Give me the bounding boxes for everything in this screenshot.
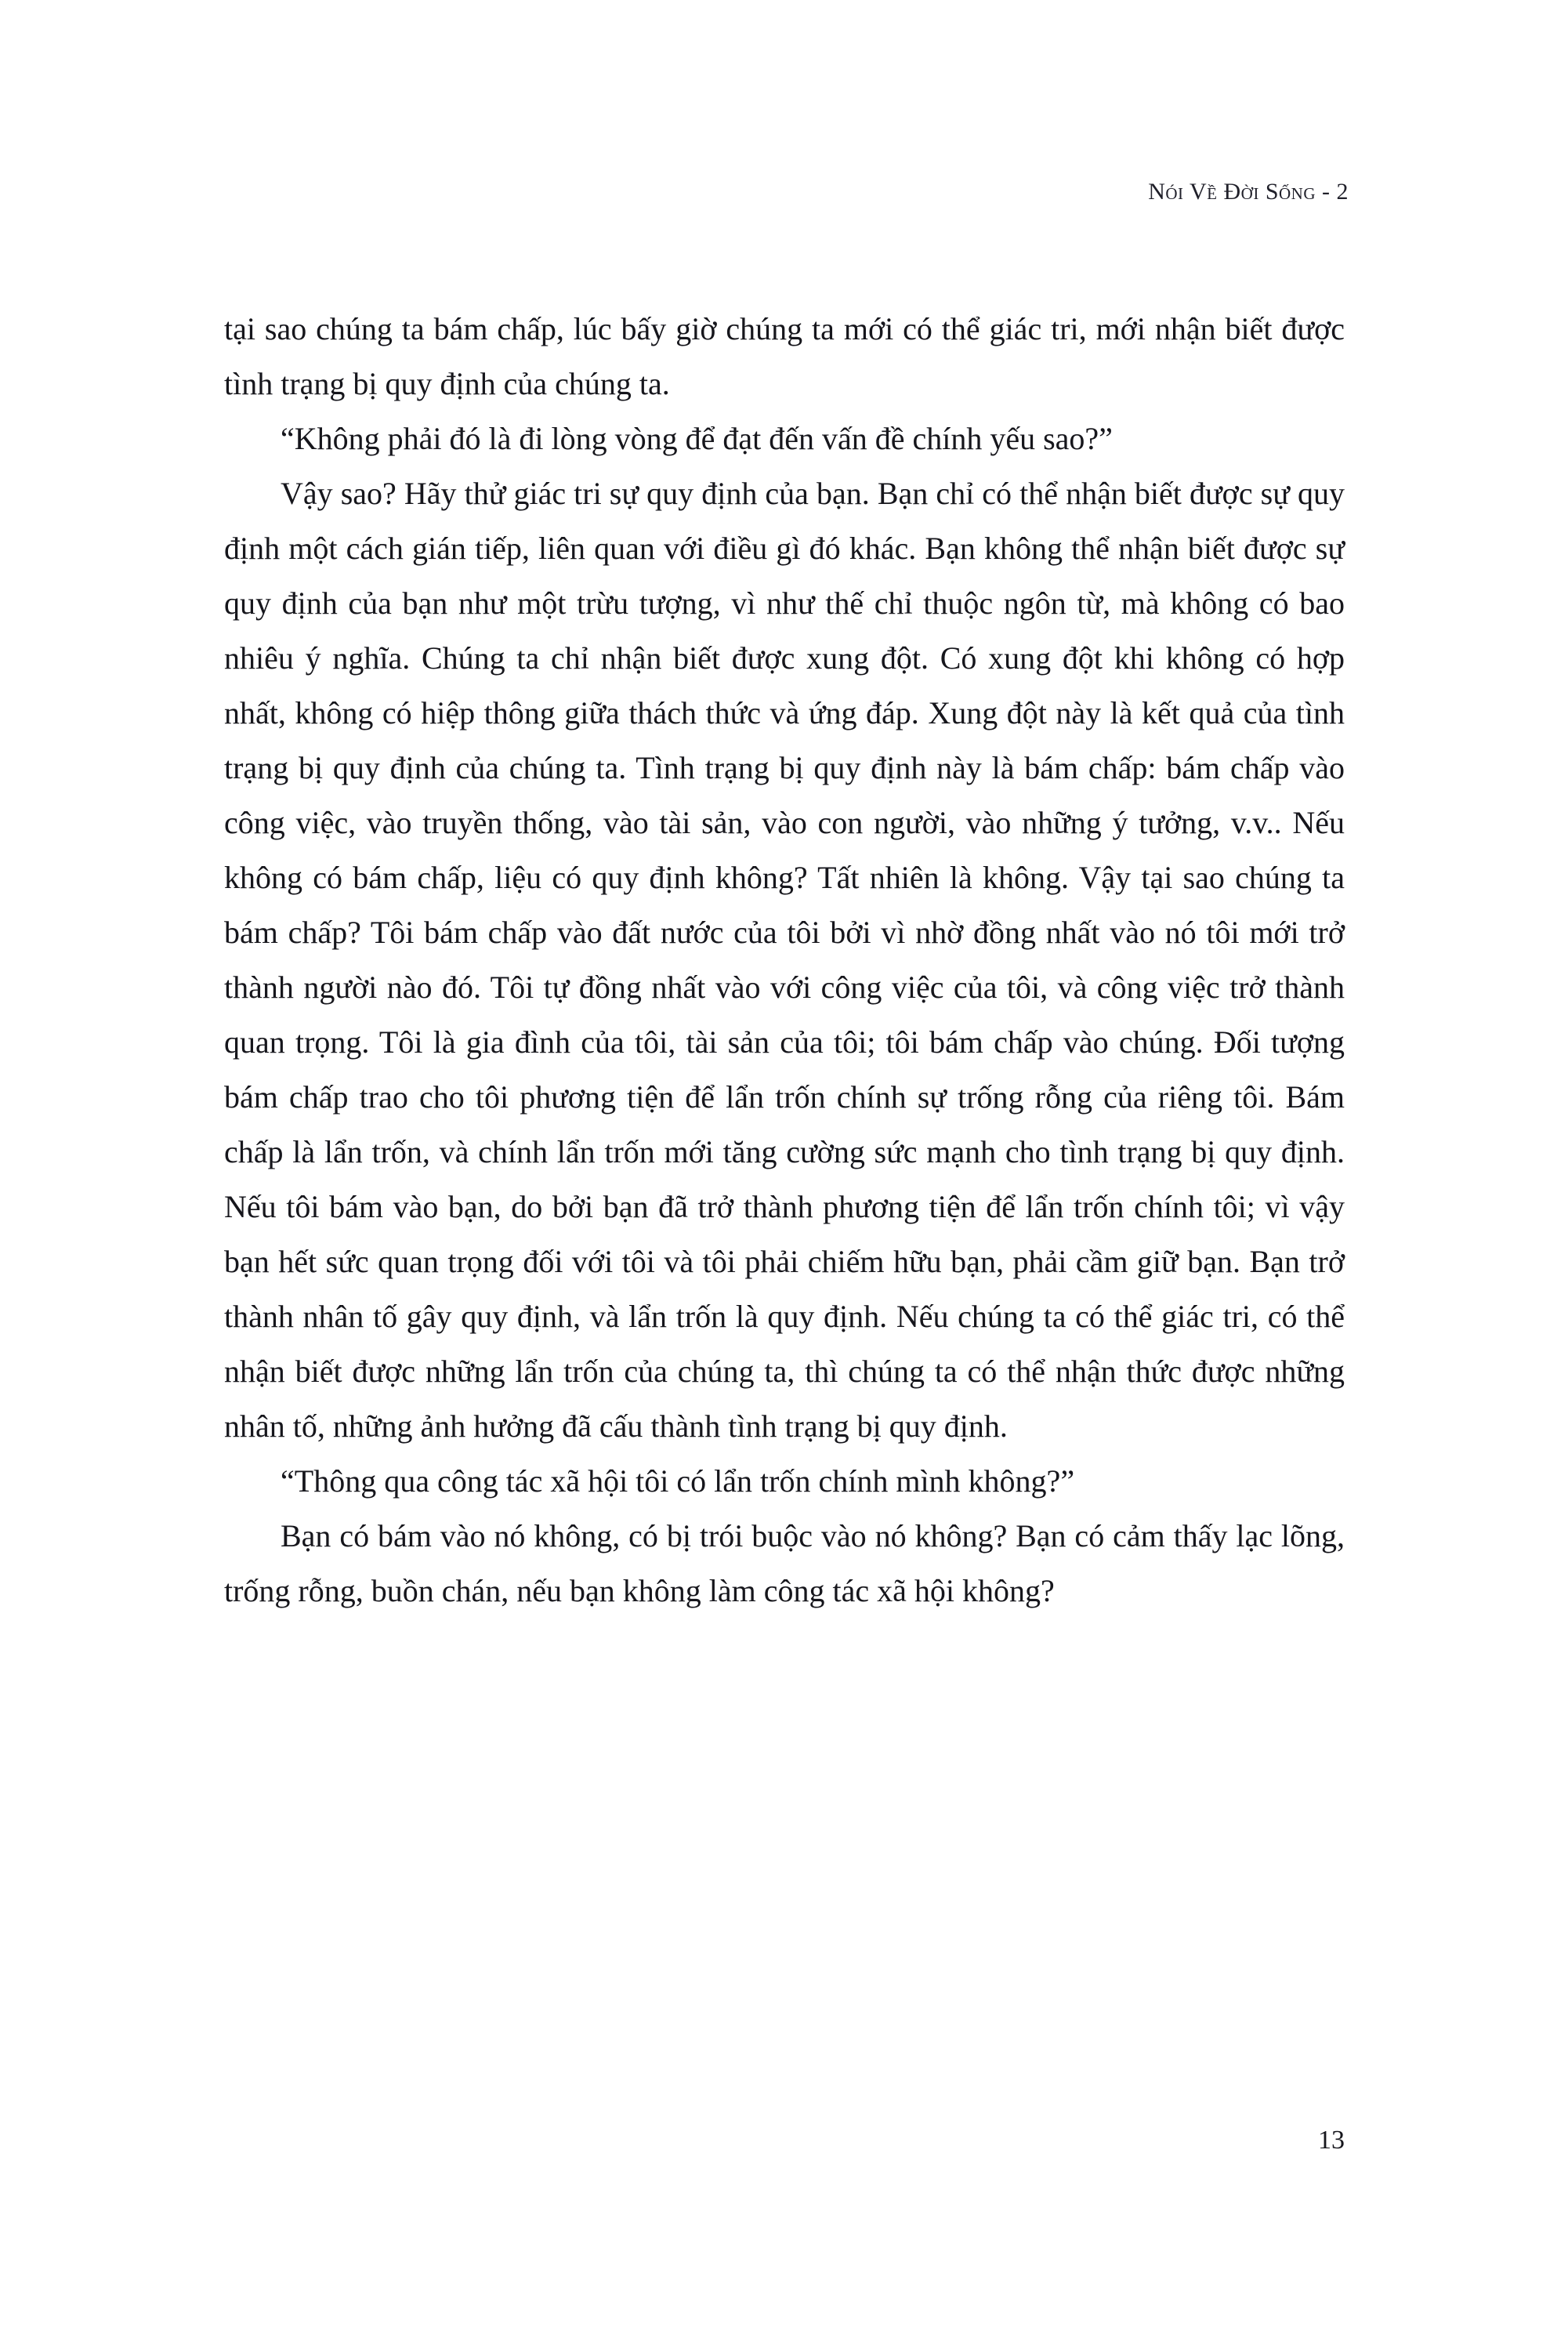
paragraph: Bạn có bám vào nó không, có bị trói buộc vào nó không? Bạn có cảm thấy lạc lõng, trống rỗng, buồn chán, nếu bạn không làm công tác xã hội không? bbox=[224, 1518, 1345, 1608]
paragraph: Vậy sao? Hãy thử giác tri sự quy định của bạn. Bạn chỉ có thể nhận biết được sự quy định một cách gián tiếp, liên quan với điều gì đó khác. Bạn không thể nhận biết được sự quy định của bạn như một trừu tượng, vì như thế chỉ thuộc ngôn từ, mà không có bao nhiêu ý nghĩa. Chúng ta chỉ nhận biết được xung đột. Có xung đột khi không có hợp nhất, không có hiệp thông giữa thách thức và ứng đáp. Xung đột này là kết quả của tình trạng bị quy định của chúng ta. Tình trạng bị quy định này là bám chấp: bám chấp vào công việc, vào truyền thống, vào tài sản, vào con người, vào những ý tưởng, v.v.. Nếu không có bám chấp, liệu có quy định không? Tất nhiên là không. Vậy tại sao chúng ta bám chấp? Tôi bám chấp vào đất nước của tôi bởi vì nhờ đồng nhất vào nó tôi mới trở thành người nào đó. Tôi tự đồng nhất vào với công việc của tôi, và công việc trở thành quan trọng. Tôi là gia đình của tôi, tài sản của tôi; tôi bám chấp vào chúng. Đối tượng bám chấp trao cho tôi phương tiện để lẩn trốn chính sự trống rỗng của riêng tôi. Bám chấp là lẩn trốn, và chính lẩn trốn mới tăng cường sức mạnh cho tình trạng bị quy định. Nếu tôi bám vào bạn, do bởi bạn đã trở thành phương tiện để lẩn trốn chính tôi; vì vậy bạn hết sức quan trọng đối với tôi và tôi phải chiếm hữu bạn, phải cầm giữ bạn. Bạn trở thành nhân tố gây quy định, và lẩn trốn là quy định. Nếu chúng ta có thể giác tri, có thể nhận biết được những lẩn trốn của chúng ta, thì chúng ta có thể nhận thức được những nhân tố, những ảnh hưởng đã cấu thành tình trạng bị quy định. bbox=[224, 476, 1345, 1444]
running-head-text: Nói Về Đời Sống - 2 bbox=[1148, 179, 1349, 205]
body-text-column bbox=[224, 302, 1345, 1619]
page-number: 13 bbox=[1318, 2126, 1345, 2155]
paragraph: “Không phải đó là đi lòng vòng để đạt đến vấn đề chính yếu sao?” bbox=[281, 421, 1113, 456]
paragraph: “Thông qua công tác xã hội tôi có lẩn trốn chính mình không?” bbox=[281, 1463, 1075, 1499]
running-head bbox=[1148, 179, 1349, 205]
paragraph: tại sao chúng ta bám chấp, lúc bấy giờ chúng ta mới có thể giác tri, mới nhận biết được tình trạng bị quy định của chúng ta. bbox=[224, 311, 1345, 401]
